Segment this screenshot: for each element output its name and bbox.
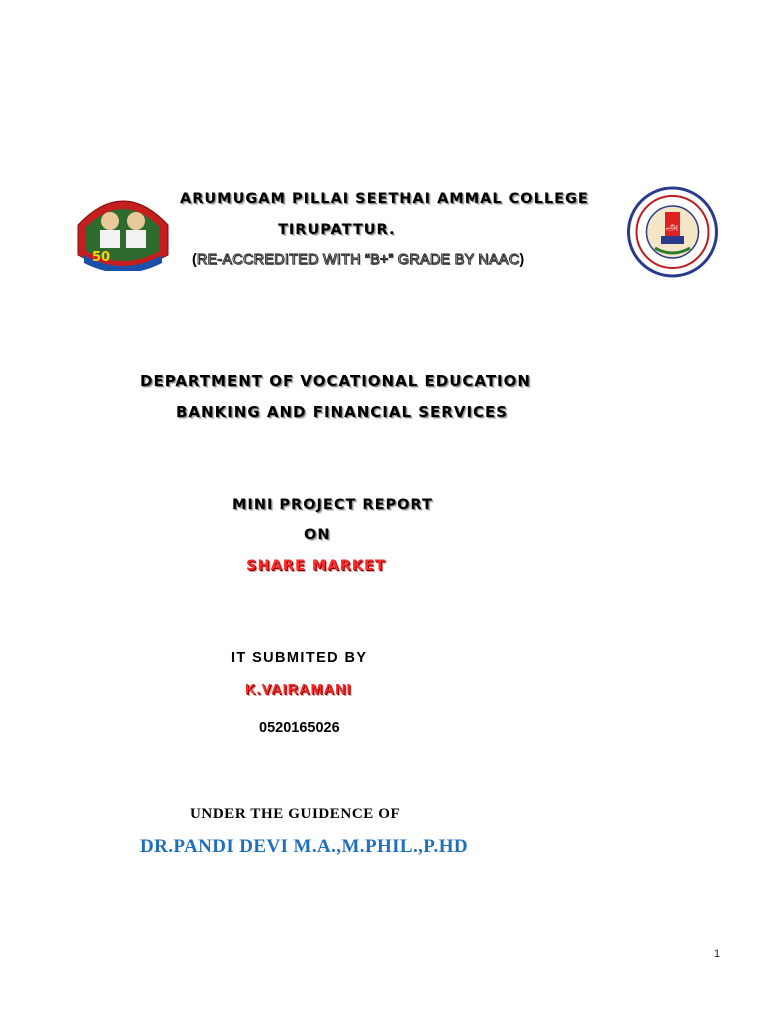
accreditation-text: RE-ACCREDITED WITH “B+” GRADE BY NAAC <box>196 252 520 268</box>
svg-text:அ: அ <box>666 220 679 233</box>
accreditation-line <box>192 252 524 268</box>
report-topic: SHARE MARKET <box>246 558 386 574</box>
college-seal-right <box>625 186 720 278</box>
accreditation-open-paren: ( <box>192 252 197 268</box>
guide-name: DR.PANDI DEVI M.A.,M.PHIL.,P.HD <box>140 836 469 857</box>
roll-number: 0520165026 <box>259 720 340 736</box>
department-title: DEPARTMENT OF VOCATIONAL EDUCATION <box>140 372 531 390</box>
accreditation-close-paren: ) <box>519 252 525 268</box>
guidance-label: UNDER THE GUIDENCE OF <box>190 806 401 822</box>
college-logo-left <box>70 185 176 271</box>
svg-text:50: 50 <box>92 250 111 265</box>
page-number: 1 <box>714 948 721 960</box>
college-name: ARUMUGAM PILLAI SEETHAI AMMAL COLLEGE <box>180 191 589 207</box>
submitted-by-label: IT SUBMITED BY <box>231 650 368 666</box>
college-town: TIRUPATTUR. <box>278 222 396 238</box>
report-heading: MINI PROJECT REPORT <box>232 497 433 513</box>
department-subtitle: BANKING AND FINANCIAL SERVICES <box>176 403 509 421</box>
student-name: K.VAIRAMANI <box>245 682 352 698</box>
report-on: ON <box>304 527 331 543</box>
